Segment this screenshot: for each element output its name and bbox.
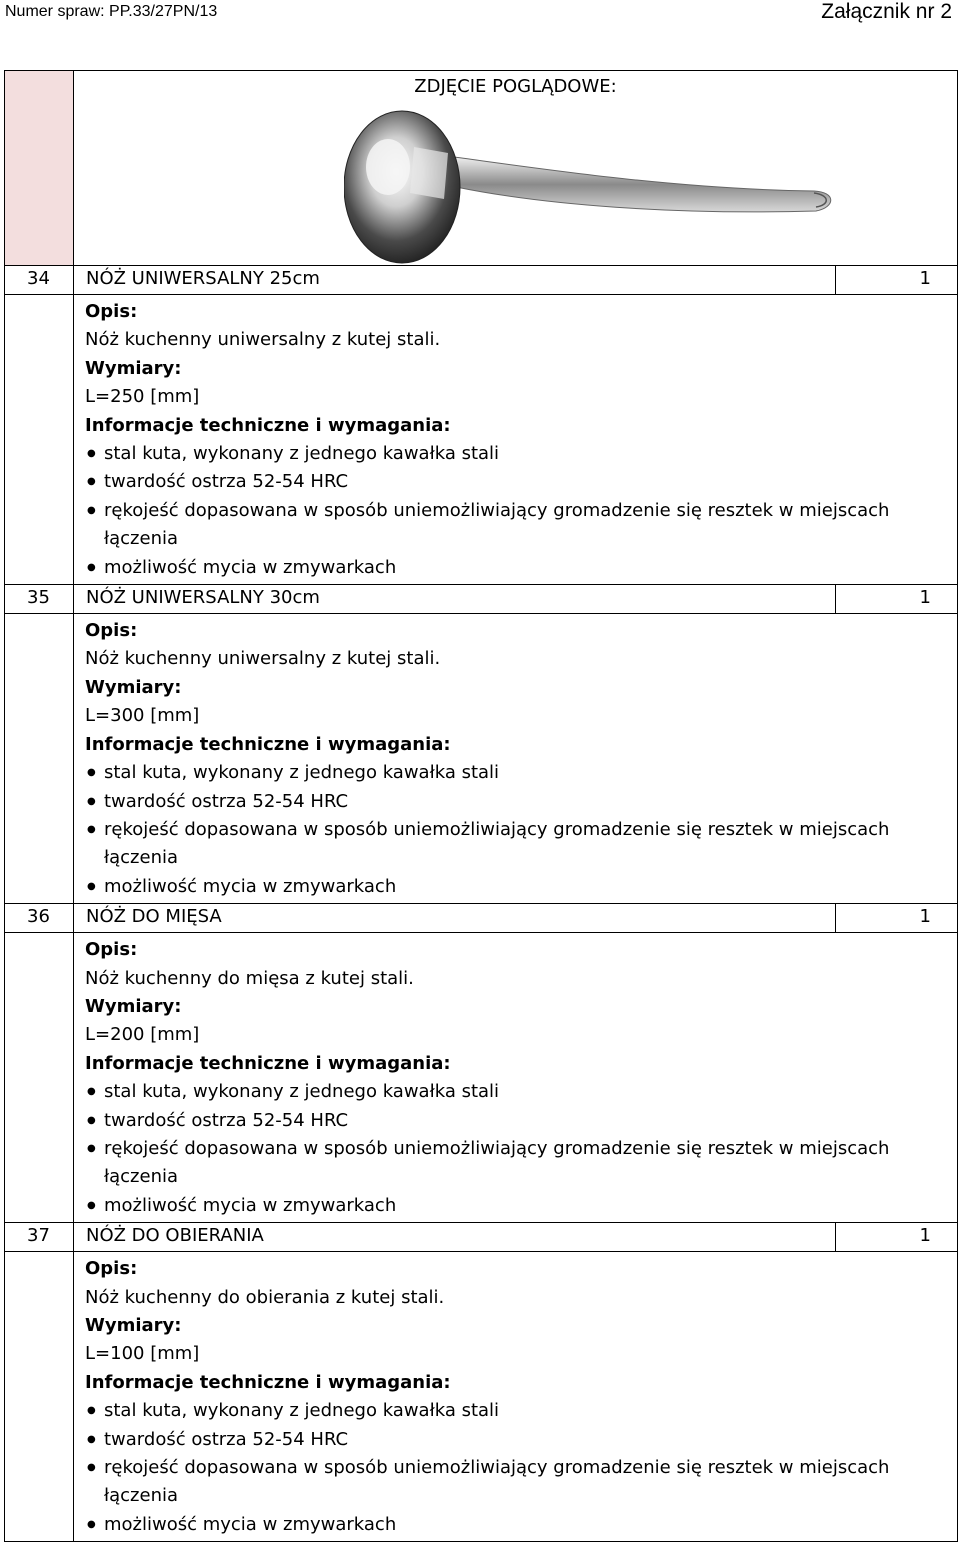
opis-label: Opis:: [85, 1258, 138, 1280]
item-name: NÓŻ UNIWERSALNY 25cm: [74, 266, 836, 295]
item-header-row: [5, 585, 958, 614]
item-number-spacer: [5, 933, 74, 1223]
spec-list: [85, 1397, 957, 1539]
spec-list: [85, 1078, 957, 1220]
spec-bullet-text: możliwość mycia w zmywarkach: [104, 1194, 397, 1216]
spec-bullet-text: twardość ostrza 52-54 HRC: [104, 790, 349, 812]
item-header-row: [5, 904, 958, 933]
spec-bullet: [85, 1426, 957, 1454]
spec-bullet: [85, 1107, 957, 1135]
spec-bullet-text: rękojeść dopasowana w sposób uniemożliwiający gromadzenie się resztek w miejscach: [104, 818, 890, 840]
spec-bullet: [85, 497, 957, 554]
spec-bullet-text: twardość ostrza 52-54 HRC: [104, 1428, 349, 1450]
wymiary-text: L=300 [mm]: [85, 705, 200, 727]
spec-bullet: [85, 554, 957, 582]
item-name: NÓŻ DO OBIERANIA: [74, 1223, 836, 1252]
item-header-row: [5, 1223, 958, 1252]
item-quantity: 1: [836, 904, 958, 933]
photo-number-cell: [5, 71, 74, 266]
spec-bullet-wrap: łączenia: [104, 1485, 179, 1507]
opis-text: Nóż kuchenny uniwersalny z kutej stali.: [85, 648, 441, 670]
spec-bullet-wrap: łączenia: [104, 847, 179, 869]
item-description: [74, 295, 958, 585]
wymiary-text: L=200 [mm]: [85, 1024, 200, 1046]
spec-bullet: [85, 1511, 957, 1539]
item-number-spacer: [5, 1252, 74, 1542]
wymiary-text: L=250 [mm]: [85, 386, 200, 408]
wymiary-label: Wymiary:: [85, 995, 182, 1017]
wymiary-label: Wymiary:: [85, 1315, 182, 1336]
item-description: [74, 933, 958, 1223]
spec-bullet: [85, 788, 957, 816]
spec-bullet: [85, 1135, 957, 1192]
item-quantity: 1: [836, 266, 958, 295]
info-label: Informacje techniczne i wymagania:: [85, 1052, 451, 1074]
items-table: [4, 70, 958, 1542]
item-number: 34: [5, 266, 74, 295]
info-label: Informacje techniczne i wymagania:: [85, 414, 451, 436]
spec-list: [85, 440, 957, 582]
spec-bullet: [85, 873, 957, 901]
item-name: NÓŻ DO MIĘSA: [74, 904, 836, 933]
case-number: Numer spraw: PP.33/27PN/13: [5, 3, 218, 20]
item-number-spacer: [5, 614, 74, 904]
item-description: [74, 1252, 958, 1542]
spec-bullet-text: rękojeść dopasowana w sposób uniemożliwiający gromadzenie się resztek w miejscach: [104, 1457, 890, 1479]
spec-bullet-text: stal kuta, wykonany z jednego kawałka stali: [104, 1081, 500, 1103]
spec-bullet: [85, 1078, 957, 1106]
spec-bullet: [85, 468, 957, 496]
info-label: Informacje techniczne i wymagania:: [85, 733, 451, 755]
item-description-row: [5, 614, 958, 904]
spec-bullet: [85, 440, 957, 468]
spec-bullet-text: twardość ostrza 52-54 HRC: [104, 1109, 349, 1131]
opis-text: Nóż kuchenny do mięsa z kutej stali.: [85, 967, 414, 989]
spec-bullet-wrap: łączenia: [104, 1166, 179, 1188]
item-description: [74, 614, 958, 904]
item-name: NÓŻ UNIWERSALNY 30cm: [74, 585, 836, 614]
opis-label: Opis:: [85, 939, 138, 961]
spec-bullet-text: możliwość mycia w zmywarkach: [104, 556, 397, 578]
spec-bullet: [85, 1192, 957, 1220]
spec-list: [85, 759, 957, 901]
photo-cell: [74, 71, 958, 266]
spec-bullet: [85, 1397, 957, 1425]
wymiary-label: Wymiary:: [85, 676, 182, 698]
item-description-row: [5, 933, 958, 1223]
spec-bullet: [85, 759, 957, 787]
ladle-image: [344, 107, 844, 267]
spec-bullet-text: stal kuta, wykonany z jednego kawałka stali: [104, 762, 500, 784]
spec-bullet-text: rękojeść dopasowana w sposób uniemożliwiający gromadzenie się resztek w miejscach: [104, 499, 890, 521]
info-label: Informacje techniczne i wymagania:: [85, 1371, 451, 1393]
photo-title: ZDJĘCIE POGLĄDOWE:: [414, 76, 617, 97]
spec-bullet: [85, 816, 957, 873]
opis-text: Nóż kuchenny do obierania z kutej stali.: [85, 1286, 445, 1308]
item-number: 36: [5, 904, 74, 933]
spec-bullet-text: możliwość mycia w zmywarkach: [104, 1513, 397, 1535]
item-quantity: 1: [836, 1223, 958, 1252]
item-description-row: [5, 1252, 958, 1542]
spec-bullet: [85, 1454, 957, 1511]
spec-bullet-text: rękojeść dopasowana w sposób uniemożliwiający gromadzenie się resztek w miejscach: [104, 1137, 890, 1159]
spec-bullet-text: stal kuta, wykonany z jednego kawałka stali: [104, 1400, 500, 1422]
photo-row: [5, 71, 958, 266]
opis-label: Opis:: [85, 301, 138, 322]
spec-bullet-text: stal kuta, wykonany z jednego kawałka stali: [104, 443, 500, 465]
item-header-row: [5, 266, 958, 295]
spec-bullet-text: twardość ostrza 52-54 HRC: [104, 471, 349, 493]
spec-bullet-wrap: łączenia: [104, 528, 179, 550]
opis-text: Nóż kuchenny uniwersalny z kutej stali.: [85, 329, 441, 351]
wymiary-label: Wymiary:: [85, 357, 182, 379]
item-number: 35: [5, 585, 74, 614]
item-quantity: 1: [836, 585, 958, 614]
spec-bullet-text: możliwość mycia w zmywarkach: [104, 875, 397, 897]
item-number-spacer: [5, 295, 74, 585]
wymiary-text: L=100 [mm]: [85, 1343, 200, 1365]
attachment-label: Załącznik nr 2: [821, 0, 952, 23]
item-number: 37: [5, 1223, 74, 1252]
opis-label: Opis:: [85, 620, 138, 642]
item-description-row: [5, 295, 958, 585]
